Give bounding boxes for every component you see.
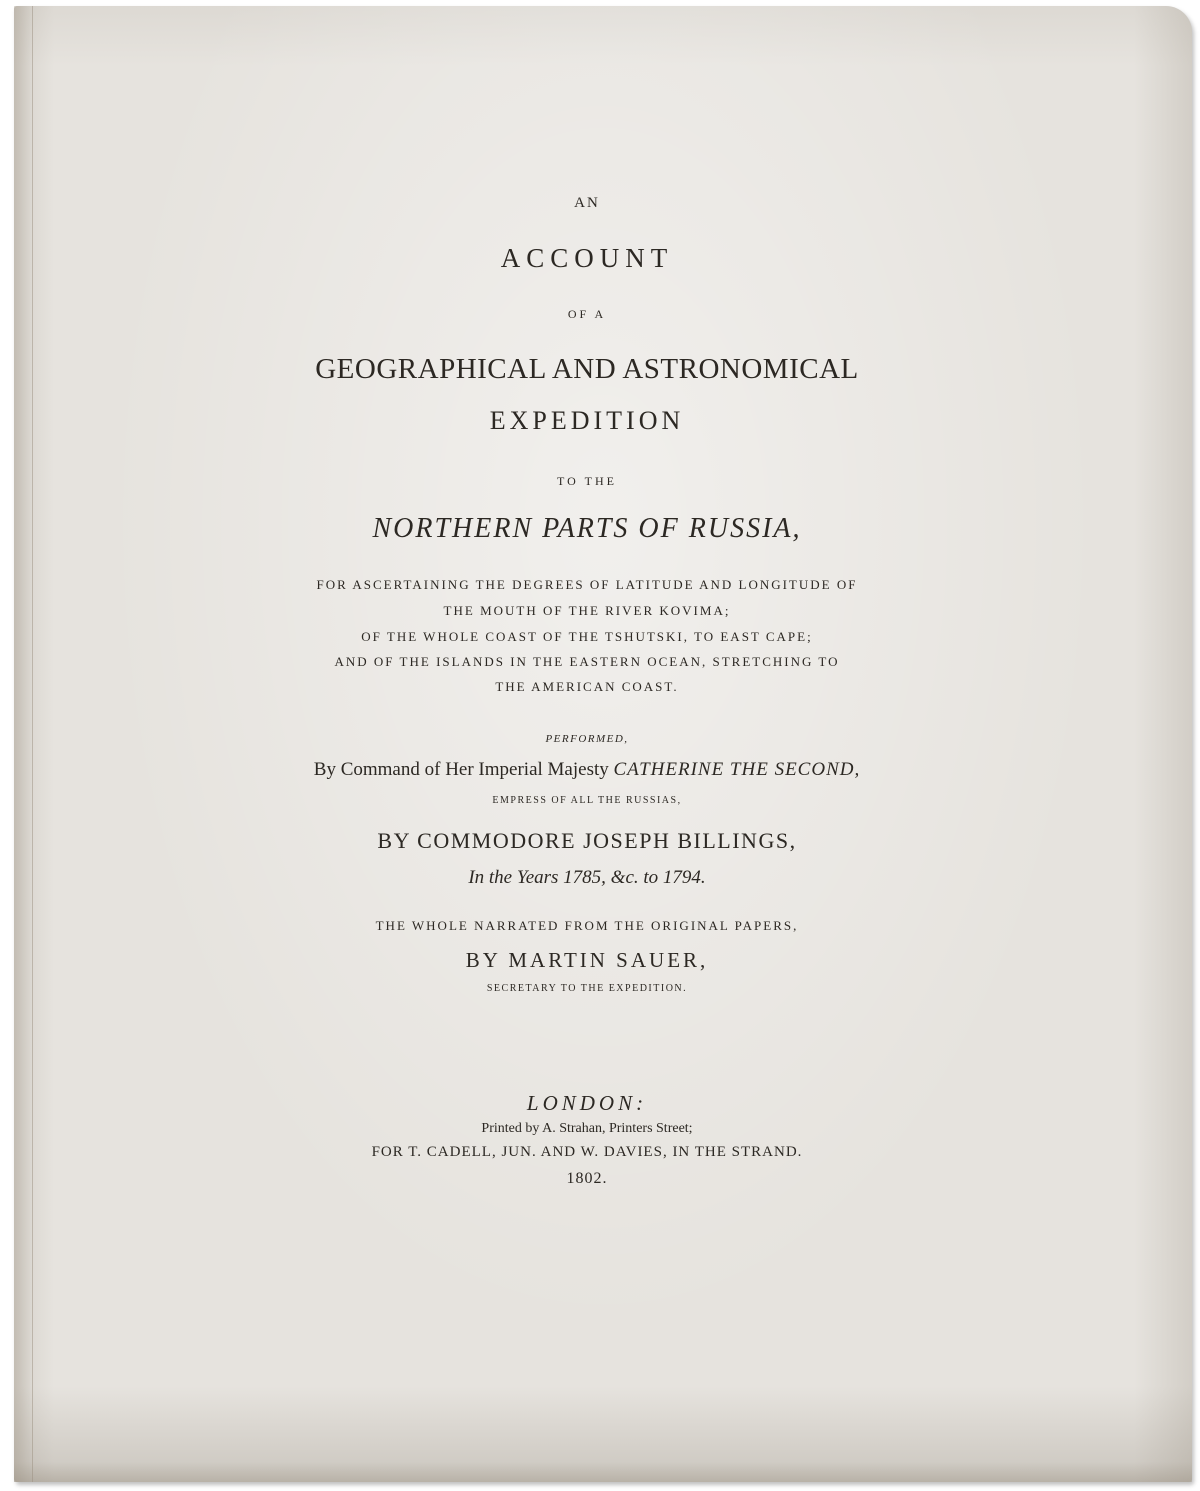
book-page [14,6,1192,1482]
commodore-line: BY COMMODORE JOSEPH BILLINGS, [377,828,797,853]
narrated-line: THE WHOLE NARRATED FROM THE ORIGINAL PAPERS, [375,918,799,933]
purpose-line-1: FOR ASCERTAINING THE DEGREES OF LATITUDE AND LONGITUDE OF [316,577,858,592]
performed-label: PERFORMED, [545,733,629,745]
author-line: BY MARTIN SAUER, [465,948,709,972]
command-line [14,759,1160,781]
imprint-publisher: FOR T. CADELL, JUN. AND W. DAVIES, IN THE STRAND. [371,1144,803,1160]
empress-line: EMPRESS OF ALL THE RUSSIAS, [492,795,682,806]
command-name: CATHERINE THE SECOND, [613,759,861,780]
imprint-printer: Printed by A. Strahan, Printers Street; [481,1121,693,1136]
page-bottom-edge [14,1462,1192,1482]
title-an: AN [574,195,600,211]
imprint-year: 1802. [566,1170,608,1187]
title-expedition: EXPEDITION [489,406,685,435]
purpose-line-4: AND OF THE ISLANDS IN THE EASTERN OCEAN, STRETCHING TO [334,654,840,669]
title-account: ACCOUNT [500,243,674,273]
title-geographical: GEOGRAPHICAL AND ASTRONOMICAL [315,353,859,385]
purpose-line-5: THE AMERICAN COAST. [495,679,679,694]
title-to-the: TO THE [557,474,617,488]
page-binding-edge [14,6,33,1482]
title-of-a: OF A [567,307,607,321]
title-northern-parts: NORTHERN PARTS OF RUSSIA, [372,513,802,544]
years-line: In the Years 1785, &c. to 1794. [468,867,706,888]
purpose-line-2: THE MOUTH OF THE RIVER KOVIMA; [443,603,731,618]
imprint-place: LONDON: [526,1091,648,1115]
command-prefix: By Command of Her Imperial Majesty [313,759,609,780]
purpose-line-3: OF THE WHOLE COAST OF THE TSHUTSKI, TO EAST CAPE; [361,629,813,644]
secretary-line: SECRETARY TO THE EXPEDITION. [486,983,688,994]
